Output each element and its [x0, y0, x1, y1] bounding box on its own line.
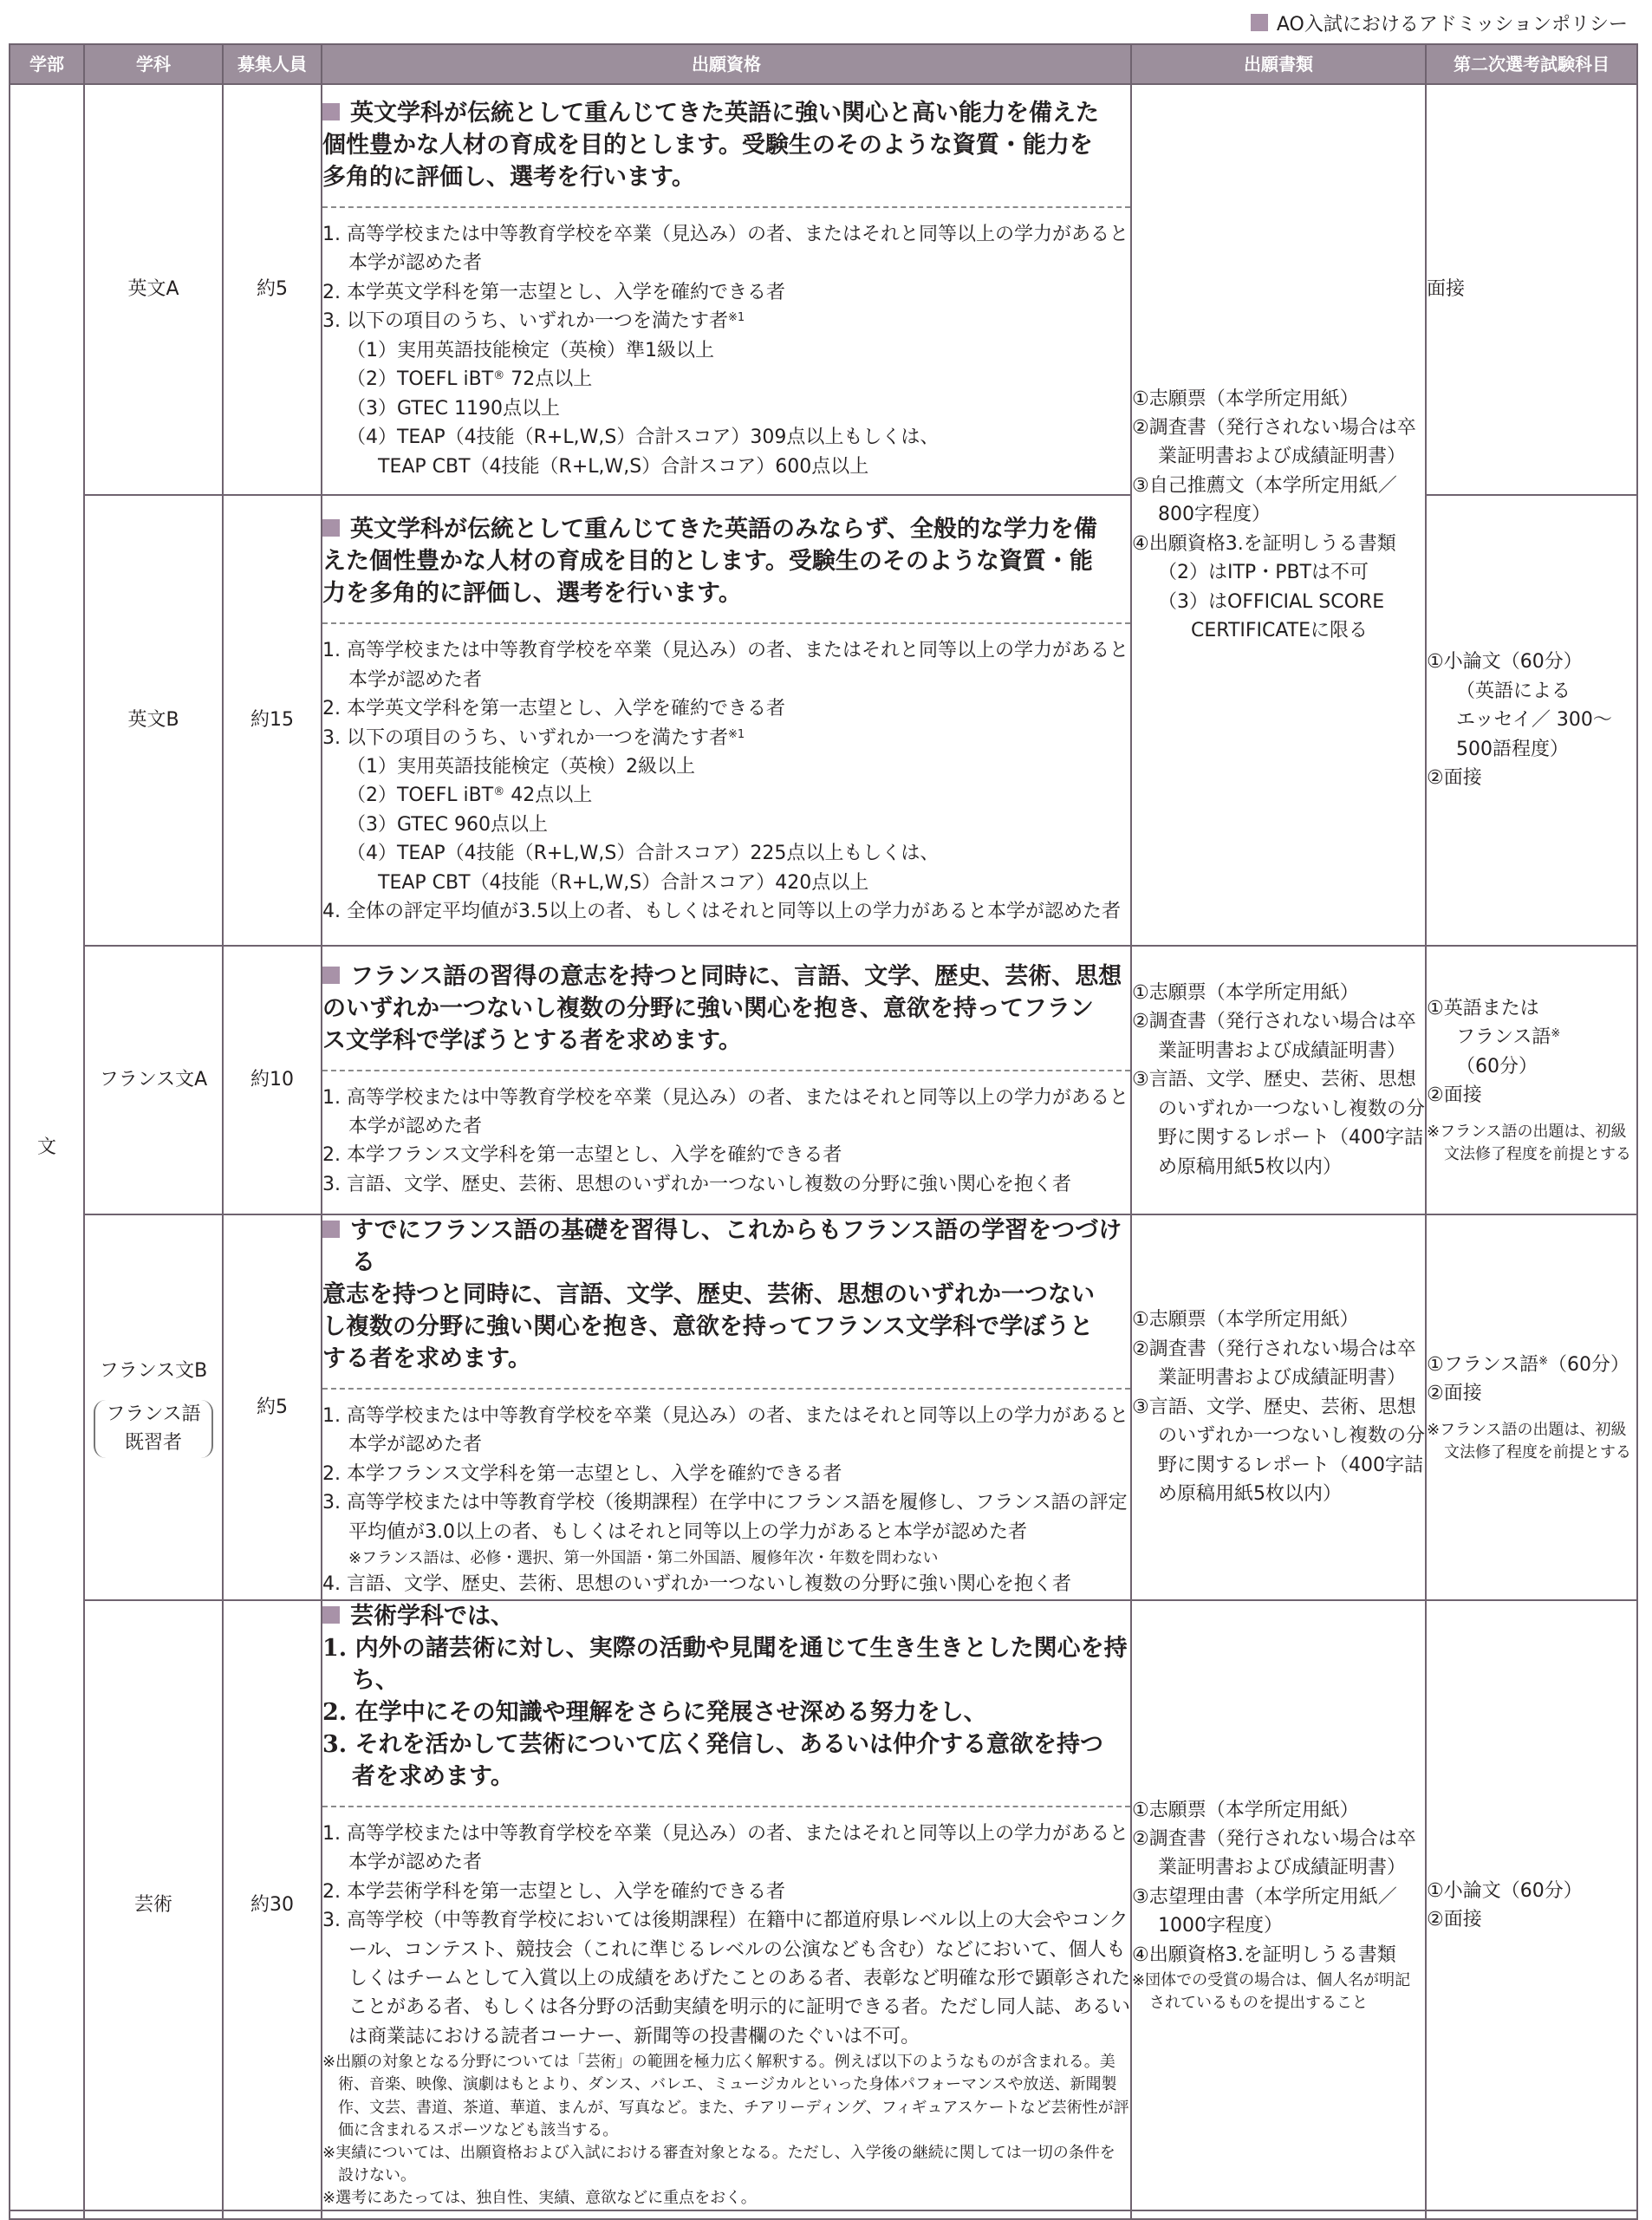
qualification-cell — [322, 1214, 1131, 1600]
header-exam: 第二次選考試験科目 — [1426, 44, 1637, 84]
dept-cell: 芸術 — [84, 1600, 223, 2210]
qual-item: 1. 高等学校または中等教育学校を卒業（見込み）の者、またはそれと同等以上の学力があると本学が認めた者 — [322, 640, 1128, 691]
doc-item: ④出願資格3.を証明しうる書類 — [1132, 532, 1396, 555]
qual-note: ※フランス語は、必修・選択、第一外国語・第二外国語、履修年次・年数を問わない — [348, 1549, 939, 1568]
qual-subitem: （3）GTEC 1190点以上 — [347, 397, 560, 420]
exam-cell — [1426, 946, 1637, 1214]
table-row — [10, 84, 1637, 495]
qual-item: 2. 本学英文学科を第一志望とし、入学を確約できる者 — [322, 281, 785, 303]
exam-item: ②面接 — [1427, 1383, 1482, 1405]
qual-subitem: （2）TOEFL iBT® 72点以上 — [347, 368, 593, 391]
policy-square-icon — [322, 967, 340, 984]
policy-square-icon — [322, 1606, 340, 1624]
policy-statement: フランス語の習得の意志を持つと同時に、言語、文学、歴史、芸術、思想 のいずれか一つないし複数の分野に強い関心を抱き、意欲を持ってフラン ス文学科で学ぼうとする者を求めます。 — [322, 961, 1130, 1071]
doc-item: ③言語、文学、歴史、芸術、思想のいずれか一つないし複数の分野に関するレポート（400字詰め原稿用紙5枚以内） — [1132, 1069, 1426, 1178]
capacity-cell: 約5 — [223, 84, 322, 495]
table-row — [10, 946, 1637, 1214]
doc-item: ①志願票（本学所定用紙） — [1132, 387, 1359, 410]
tail-cell — [322, 2210, 1131, 2219]
header-capacity: 募集人員 — [223, 44, 322, 84]
exam-item: ①フランス語※（60分） — [1427, 1353, 1629, 1376]
table-row — [10, 1600, 1637, 2210]
qual-item: 4. 全体の評定平均値が3.5以上の者、もしくはそれと同等以上の学力があると本学が認めた者 — [322, 901, 1121, 923]
qual-subitem: （2）TOEFL iBT® 42点以上 — [347, 784, 593, 807]
qual-item: 3. 以下の項目のうち、いずれか一つを満たす者$^{※1}$ — [322, 310, 745, 333]
policy-square-icon — [322, 1221, 340, 1238]
capacity-cell: 約10 — [223, 946, 322, 1214]
legend — [1251, 7, 1628, 38]
qual-subitem: （1）実用英語技能検定（英検）2級以上 — [347, 756, 695, 778]
exam-item: ②面接 — [1427, 1908, 1482, 1930]
qual-subitem-cont: TEAP CBT（4技能（R+L,W,S）合計スコア）420点以上 — [378, 871, 869, 894]
capacity-cell: 約30 — [223, 1600, 322, 2210]
qual-item: 1. 高等学校または中等教育学校を卒業（見込み）の者、またはそれと同等以上の学力があると本学が認めた者 — [322, 1404, 1128, 1456]
dept-cell — [84, 1214, 223, 1600]
qual-subitem: （4）TEAP（4技能（R+L,W,S）合計スコア）225点以上もしくは、 — [347, 843, 940, 865]
dept-subnote: フランス語 既習者 — [94, 1400, 212, 1458]
doc-item: ②調査書（発行されない場合は卒業証明書および成績証明書） — [1132, 1827, 1416, 1879]
qualification-cell — [322, 84, 1131, 495]
exam-cell — [1426, 495, 1637, 946]
qual-item: 2. 本学フランス文学科を第一志望とし、入学を確約できる者 — [322, 1462, 842, 1485]
documents-cell — [1131, 1214, 1426, 1600]
doc-item: ①志願票（本学所定用紙） — [1132, 981, 1359, 1004]
exam-note: ※フランス語の出題は、初級文法修了程度を前提とする — [1427, 1420, 1631, 1462]
policy-square-icon — [322, 103, 340, 120]
doc-item: ②調査書（発行されない場合は卒業証明書および成績証明書） — [1132, 1011, 1416, 1062]
qual-item: 3. 高等学校（中等教育学校においては後期課程）在籍中に都道府県レベル以上の大会やコンクール、コンテスト、競技会（これに準じるレベルの公演なども含む）などにおいて、個人もしくはチームとして入賞以上の成績をあげたことのある者、表彰など明確な形で顕彰されたことがある者、もしくは各分野の活動実績を明示的に証明できる者。ただし同人誌、あるいは商業誌における読者コーナー、新聞等の投書欄のたぐいは不可。 — [322, 1910, 1131, 2047]
qual-item: 2. 本学フランス文学科を第一志望とし、入学を確約できる者 — [322, 1144, 842, 1167]
tail-cell — [1426, 2210, 1637, 2219]
capacity-cell: 約5 — [223, 1214, 322, 1600]
header-department: 学科 — [84, 44, 223, 84]
qual-subitem-cont: TEAP CBT（4技能（R+L,W,S）合計スコア）600点以上 — [378, 455, 869, 478]
dept-cell: 英文B — [84, 495, 223, 946]
qual-note: ※選考にあたっては、独自性、実績、意欲などに重点をおく。 — [322, 2188, 757, 2207]
doc-subitem: （2）はITP・PBTは不可 — [1158, 562, 1369, 584]
header-faculty: 学部 — [10, 44, 84, 84]
documents-cell — [1131, 84, 1426, 946]
doc-item: ①志願票（本学所定用紙） — [1132, 1799, 1359, 1821]
doc-item: ②調査書（発行されない場合は卒業証明書および成績証明書） — [1132, 1338, 1416, 1390]
exam-cell — [1426, 1600, 1637, 2210]
doc-item: ②調査書（発行されない場合は卒業証明書および成績証明書） — [1132, 416, 1416, 468]
tail-cell — [1131, 2210, 1426, 2219]
doc-item: ③志望理由書（本学所定用紙／1000字程度） — [1132, 1885, 1397, 1937]
policy-square-icon — [322, 519, 340, 537]
admission-table — [9, 43, 1638, 2220]
qual-item: 3. 言語、文学、歴史、芸術、思想のいずれか一つないし複数の分野に強い関心を抱く者 — [322, 1173, 1071, 1195]
doc-item: ③自己推薦文（本学所定用紙／800字程度） — [1132, 474, 1397, 526]
exam-item: エッセイ／ 300～ — [1456, 709, 1612, 732]
qual-subitem: （4）TEAP（4技能（R+L,W,S）合計スコア）309点以上もしくは、 — [347, 426, 940, 449]
table-row — [10, 1214, 1637, 1600]
dept-cell: 英文A — [84, 84, 223, 495]
legend-square-icon — [1251, 14, 1268, 31]
qual-item: 2. 本学芸術学科を第一志望とし、入学を確約できる者 — [322, 1880, 785, 1903]
doc-note: ※団体での受賞の場合は、個人名が明記されているものを提出すること — [1132, 1971, 1411, 2013]
exam-item: ①英語または — [1427, 998, 1539, 1020]
exam-item: ②面接 — [1427, 767, 1482, 790]
legend-label: AO入試におけるアドミッションポリシー — [1276, 13, 1628, 36]
qual-item: 2. 本学英文学科を第一志望とし、入学を確約できる者 — [322, 698, 785, 720]
faculty-cell: 文 — [10, 84, 84, 2210]
exam-item: フランス語※（60分） — [1456, 1026, 1561, 1077]
documents-cell — [1131, 946, 1426, 1214]
exam-cell — [1426, 1214, 1637, 1600]
doc-item: ①志願票（本学所定用紙） — [1132, 1309, 1359, 1331]
qual-item: 1. 高等学校または中等教育学校を卒業（見込み）の者、またはそれと同等以上の学力があると本学が認めた者 — [322, 1086, 1128, 1138]
qualification-cell — [322, 946, 1131, 1214]
policy-statement: 英文学科が伝統として重んじてきた英語に強い関心と高い能力を備えた 個性豊かな人材の育成を目的とします。受験生のそのような資質・能力を 多角的に評価し、選考を行います。 — [322, 98, 1130, 208]
doc-item: ④出願資格3.を証明しうる書類 — [1132, 1943, 1396, 1966]
exam-item: ①小論文（60分） — [1427, 1879, 1583, 1902]
documents-cell — [1131, 1600, 1426, 2210]
doc-subitem: （3）はOFFICIAL SCORE CERTIFICATEに限る — [1158, 590, 1385, 642]
header-documents: 出願書類 — [1131, 44, 1426, 84]
header-qualification: 出願資格 — [322, 44, 1131, 84]
header-row — [10, 44, 1637, 84]
tail-cell — [84, 2210, 223, 2219]
doc-item: ③言語、文学、歴史、芸術、思想のいずれか一つないし複数の分野に関するレポート（400字詰め原稿用紙5枚以内） — [1132, 1396, 1426, 1506]
qual-item: 4. 言語、文学、歴史、芸術、思想のいずれか一つないし複数の分野に強い関心を抱く者 — [322, 1573, 1071, 1596]
qual-note: ※実績については、出願資格および入試における審査対象となる。ただし、入学後の継続に関しては一切の条件を設けない。 — [322, 2143, 1115, 2184]
qual-note: ※出願の対象となる分野については「芸術」の範囲を極力広く解釈する。例えば以下のようなものが含まれる。美術、音楽、映像、演劇はもとより、ダンス、バレエ、ミュージカルといった身体パフォーマンスや放送、新聞製作、文芸、書道、茶道、華道、まんが、写真など。また、チアリーディング、フィギュアスケートなど芸術性が評価に含まれるスポーツなども該当する。 — [322, 2053, 1129, 2139]
exam-cell — [1426, 84, 1637, 495]
dept-cell: フランス文A — [84, 946, 223, 1214]
policy-statement: 英文学科が伝統として重んじてきた英語のみならず、全般的な学力を備 えた個性豊かな人材の育成を目的とします。受験生のそのような資質・能 力を多角的に評価し、選考を行います。 — [322, 514, 1130, 624]
tail-cell — [223, 2210, 322, 2219]
table-tail-row — [10, 2210, 1637, 2219]
exam-note: ※フランス語の出題は、初級文法修了程度を前提とする — [1427, 1122, 1631, 1163]
exam-item: ②面接 — [1427, 1084, 1482, 1107]
exam-item: 面接 — [1427, 278, 1466, 301]
qualification-cell — [322, 495, 1131, 946]
qual-item: 3. 高等学校または中等教育学校（後期課程）在学中にフランス語を履修し、フランス語の評定平均値が3.0以上の者、もしくはそれと同等以上の学力があると本学が認めた者 — [322, 1492, 1128, 1543]
qual-item: 3. 以下の項目のうち、いずれか一つを満たす者$^{※1}$ — [322, 726, 745, 749]
qualification-cell — [322, 1600, 1131, 2210]
policy-statement: すでにフランス語の基礎を習得し、これからもフランス語の学習をつづける 意志を持つと同時に、言語、文学、歴史、芸術、思想のいずれか一つない し複数の分野に強い関心を抱き、意欲を持ってフランス文学科で学ぼうと する者を求めます。 — [322, 1215, 1130, 1390]
policy-statement: 芸術学科では、 1. 内外の諸芸術に対し、実際の活動や見聞を通じて生き生きとした関心を持ち、 2. 在学中にその知識や理解をさらに発展させ深める努力をし、 3. それを活かして芸術について広く発信し、あるいは仲介する意欲を持つ 者を求めます。 — [322, 1601, 1130, 1807]
qual-item: 1. 高等学校または中等教育学校を卒業（見込み）の者、またはそれと同等以上の学力があると本学が認めた者 — [322, 1822, 1128, 1874]
qual-subitem: （3）GTEC 960点以上 — [347, 813, 548, 836]
qual-subitem: （1）実用英語技能検定（英検）準1級以上 — [347, 339, 714, 361]
dept-name: フランス文B — [99, 1360, 208, 1383]
capacity-cell: 約15 — [223, 495, 322, 946]
exam-item: （英語による — [1456, 680, 1571, 702]
exam-item: 500語程度） — [1456, 738, 1569, 760]
tail-cell — [10, 2210, 84, 2219]
qual-item: 1. 高等学校または中等教育学校を卒業（見込み）の者、またはそれと同等以上の学力があると本学が認めた者 — [322, 224, 1128, 275]
exam-item: ①小論文（60分） — [1427, 651, 1583, 674]
